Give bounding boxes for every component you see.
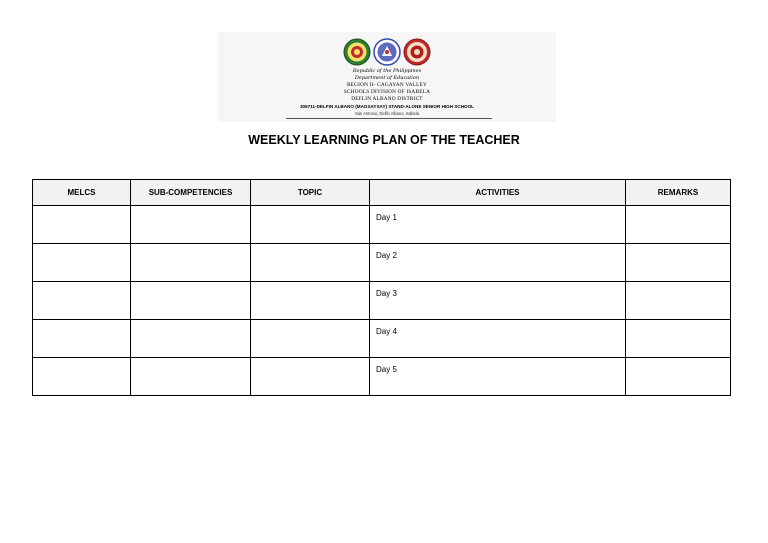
topic-cell[interactable]	[251, 320, 370, 358]
sub-competencies-cell[interactable]	[131, 282, 251, 320]
header-line: Department of Education	[354, 75, 420, 81]
header-line: Republic of the Philippines	[352, 68, 422, 74]
school-address: San Antonio, Delfin Albano, Isabela	[355, 111, 419, 116]
seal-group	[343, 38, 433, 68]
column-header-sub-competencies: SUB-COMPETENCIES	[131, 180, 251, 206]
day-label: Day 2	[376, 251, 397, 260]
table-row	[33, 282, 731, 320]
deped-seal-icon	[343, 38, 371, 66]
remarks-cell[interactable]	[626, 320, 731, 358]
learning-plan-table	[32, 179, 731, 396]
table-row	[33, 244, 731, 282]
column-header-melcs: MELCS	[33, 180, 131, 206]
melcs-cell[interactable]	[33, 282, 131, 320]
header-divider	[286, 118, 492, 119]
table-row	[33, 320, 731, 358]
remarks-cell[interactable]	[626, 206, 731, 244]
topic-cell[interactable]	[251, 206, 370, 244]
sub-competencies-cell[interactable]	[131, 206, 251, 244]
day-label: Day 5	[376, 365, 397, 374]
table-row	[33, 206, 731, 244]
table-row	[33, 358, 731, 396]
melcs-cell[interactable]	[33, 358, 131, 396]
day-label: Day 3	[376, 289, 397, 298]
activities-cell[interactable]	[370, 358, 626, 396]
school-seal-icon	[403, 38, 431, 66]
remarks-cell[interactable]	[626, 282, 731, 320]
topic-cell[interactable]	[251, 282, 370, 320]
remarks-cell[interactable]	[626, 358, 731, 396]
topic-cell[interactable]	[251, 358, 370, 396]
school-name: 306711-DELFIN ALBANO (MAGSAYSAY) STAND-ALONE SENIOR HIGH SCHOOL	[300, 104, 474, 109]
activities-cell[interactable]	[370, 206, 626, 244]
remarks-cell[interactable]	[626, 244, 731, 282]
sub-competencies-cell[interactable]	[131, 358, 251, 396]
column-header-activities: ACTIVITIES	[370, 180, 626, 206]
melcs-cell[interactable]	[33, 244, 131, 282]
letterhead	[218, 32, 556, 122]
table-header-row	[33, 180, 731, 206]
sub-competencies-cell[interactable]	[131, 244, 251, 282]
header-line: DEFLIN ALBANO DISTRICT	[351, 96, 423, 102]
activities-cell[interactable]	[370, 244, 626, 282]
header-line: SCHOOLS DIVISION OF ISABELA	[343, 89, 431, 95]
sub-competencies-cell[interactable]	[131, 320, 251, 358]
topic-cell[interactable]	[251, 244, 370, 282]
column-header-remarks: REMARKS	[626, 180, 731, 206]
activities-cell[interactable]	[370, 320, 626, 358]
header-line: REGION II- CAGAYAN VALLEY	[346, 82, 428, 88]
day-label: Day 1	[376, 213, 397, 222]
page-title: WEEKLY LEARNING PLAN OF THE TEACHER	[248, 133, 520, 147]
sdo-seal-icon	[373, 38, 401, 66]
melcs-cell[interactable]	[33, 320, 131, 358]
column-header-topic: TOPIC	[251, 180, 370, 206]
day-label: Day 4	[376, 327, 397, 336]
melcs-cell[interactable]	[33, 206, 131, 244]
activities-cell[interactable]	[370, 282, 626, 320]
